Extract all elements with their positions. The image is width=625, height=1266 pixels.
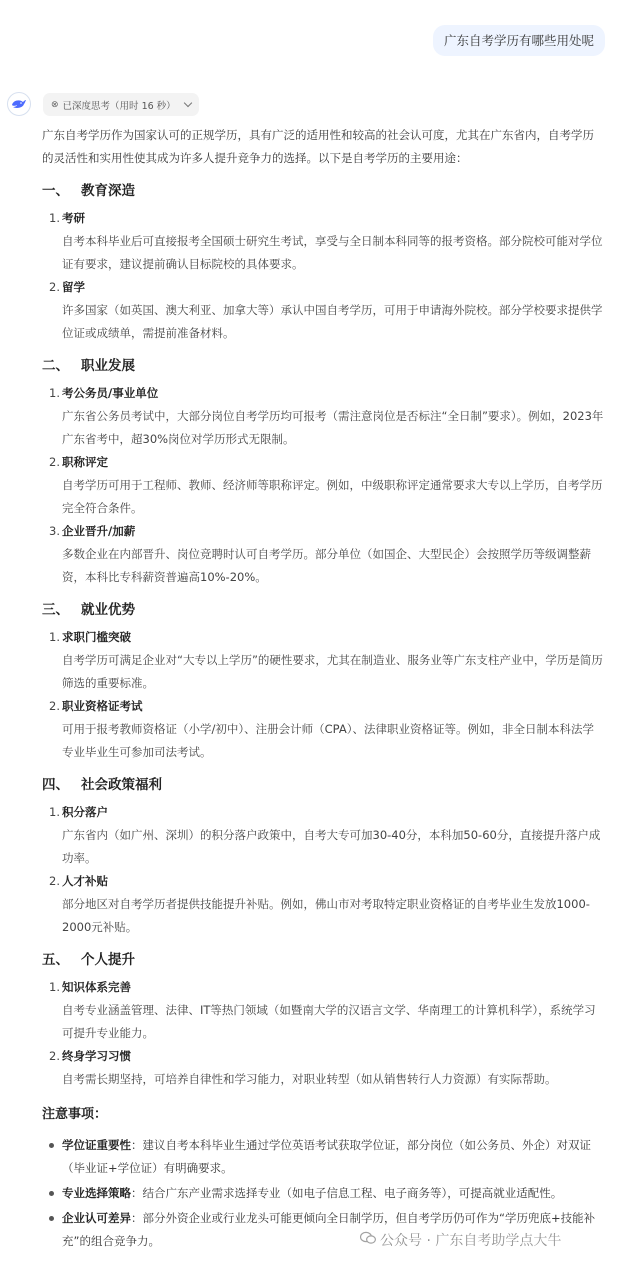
item-description: 自考学历可满足企业对“大专以上学历”的硬性要求，尤其在制造业、服务业等广东支柱产业中，学历是简历筛选的重要标准。: [62, 653, 603, 690]
section-title: 社会政策福利: [81, 777, 162, 793]
list-item: [42, 207, 605, 276]
list-item: [42, 801, 605, 870]
watermark: [360, 1230, 561, 1250]
list-item: [42, 870, 605, 939]
item-title: 知识体系完善: [62, 980, 131, 994]
item-title: 积分落户: [62, 805, 108, 819]
user-message-bubble: 广东自考学历有哪些用处呢: [433, 25, 605, 56]
item-description: 部分地区对自考学历者提供技能提升补贴。例如，佛山市对考取特定职业资格证的自考毕业生发放1000-2000元补贴。: [62, 897, 590, 934]
section-title: 职业发展: [81, 358, 135, 374]
item-description: 许多国家（如英国、澳大利亚、加拿大等）承认中国自考学历，可用于申请海外院校。部分学校要求提供学位证或成绩单，需提前准备材料。: [62, 303, 603, 340]
deep-thinking-toggle[interactable]: [43, 93, 199, 116]
section-heading: [42, 599, 605, 621]
note-description: ：部分外资企业或行业龙头可能更倾向全日制学历，但自考学历仍可作为“学历兜底+技能补充”的组合竞争力。: [62, 1211, 596, 1248]
item-title: 企业晋升/加薪: [62, 524, 136, 538]
note-title: 学位证重要性: [62, 1138, 131, 1152]
item-title: 考公务员/事业单位: [62, 386, 159, 400]
section-heading: [42, 180, 605, 202]
intro-paragraph: 广东自考学历作为国家认可的正规学历，具有广泛的适用性和较高的社会认可度，尤其在广东省内，自考学历的灵活性和实用性使其成为许多人提升竞争力的选择。以下是自考学历的主要用途：: [42, 128, 594, 165]
item-number: 1.: [49, 980, 60, 994]
list-item: [42, 382, 605, 451]
item-number: 2.: [49, 1049, 60, 1063]
bullet-icon: [49, 1143, 54, 1148]
list-item: [42, 976, 605, 1045]
section-number: 三、: [42, 602, 69, 618]
section-heading: [42, 949, 605, 971]
note-item: [42, 1182, 605, 1205]
chevron-down-icon: [183, 99, 191, 107]
watermark-text: 公众号 · 广东自考助学点大牛: [380, 1233, 562, 1249]
item-number: 1.: [49, 386, 60, 400]
bullet-icon: [49, 1216, 54, 1221]
item-description: 广东省公务员考试中，大部分岗位自考学历均可报考（需注意岗位是否标注“全日制”要求）。例如，2023年广东省考中，超30%岗位对学历形式无限制。: [62, 409, 604, 446]
note-title: 企业认可差异: [62, 1211, 131, 1225]
item-title: 职业资格证考试: [62, 699, 143, 713]
item-title: 职称评定: [62, 455, 108, 469]
item-number: 2.: [49, 280, 60, 294]
item-title: 考研: [62, 211, 85, 225]
item-description: 自考需长期坚持，可培养自律性和学习能力，对职业转型（如从销售转行人力资源）有实际帮助。: [62, 1072, 557, 1086]
section-title: 教育深造: [81, 183, 135, 199]
item-description: 可用于报考教师资格证（小学/初中）、注册会计师（CPA）、法律职业资格证等。例如，非全日制本科法学专业毕业生可参加司法考试。: [62, 722, 594, 759]
list-item: [42, 626, 605, 695]
section-number: 五、: [42, 952, 69, 968]
thinking-icon: ⊗: [51, 99, 59, 110]
list-item: [42, 695, 605, 764]
section-number: 四、: [42, 777, 69, 793]
item-description: 自考本科毕业后可直接报考全国硕士研究生考试，享受与全日制本科同等的报考资格。部分院校可能对学位证有要求，建议提前确认目标院校的具体要求。: [62, 234, 603, 271]
section-title: 就业优势: [81, 602, 135, 618]
list-item: [42, 520, 605, 589]
list-item: [42, 1045, 605, 1091]
item-number: 1.: [49, 805, 60, 819]
item-title: 人才补贴: [62, 874, 108, 888]
item-description: 自考专业涵盖管理、法律、IT等热门领域（如暨南大学的汉语言文学、华南理工的计算机科学），系统学习可提升专业能力。: [62, 1003, 596, 1040]
item-number: 2.: [49, 699, 60, 713]
note-title: 专业选择策略: [62, 1186, 131, 1200]
section-heading: [42, 355, 605, 377]
section-number: 一、: [42, 183, 69, 199]
section-number: 二、: [42, 358, 69, 374]
list-item: [42, 451, 605, 520]
note-description: ：结合广东产业需求选择专业（如电子信息工程、电子商务等），可提高就业适配性。: [131, 1186, 563, 1200]
deepseek-whale-icon: [7, 92, 31, 116]
item-description: 广东省内（如广州、深圳）的积分落户政策中，自考大专可加30-40分，本科加50-60分，直接提升落户成功率。: [62, 828, 601, 865]
list-item: [42, 276, 605, 345]
item-description: 自考学历可用于工程师、教师、经济师等职称评定。例如，中级职称评定通常要求大专以上学历，自考学历完全符合条件。: [62, 478, 603, 515]
item-number: 1.: [49, 211, 60, 225]
item-title: 求职门槛突破: [62, 630, 131, 644]
thinking-label: 已深度思考（用时 16 秒）: [62, 100, 176, 112]
assistant-response: [42, 124, 605, 1255]
note-item: [42, 1134, 605, 1180]
item-title: 留学: [62, 280, 85, 294]
item-number: 1.: [49, 630, 60, 644]
item-number: 2.: [49, 455, 60, 469]
note-description: ：建议自考本科毕业生通过学位英语考试获取学位证，部分岗位（如公务员、外企）对双证（毕业证+学位证）有明确要求。: [62, 1138, 591, 1175]
section-title: 个人提升: [81, 952, 135, 968]
wechat-icon: [360, 1231, 376, 1249]
item-number: 2.: [49, 874, 60, 888]
notes-heading: 注意事项：: [42, 1107, 108, 1122]
section-heading: [42, 774, 605, 796]
bullet-icon: [49, 1191, 54, 1196]
item-number: 3.: [49, 524, 60, 538]
item-description: 多数企业在内部晋升、岗位竞聘时认可自考学历。部分单位（如国企、大型民企）会按照学历等级调整薪资，本科比专科薪资普遍高10%-20%。: [62, 547, 591, 584]
item-title: 终身学习习惯: [62, 1049, 131, 1063]
